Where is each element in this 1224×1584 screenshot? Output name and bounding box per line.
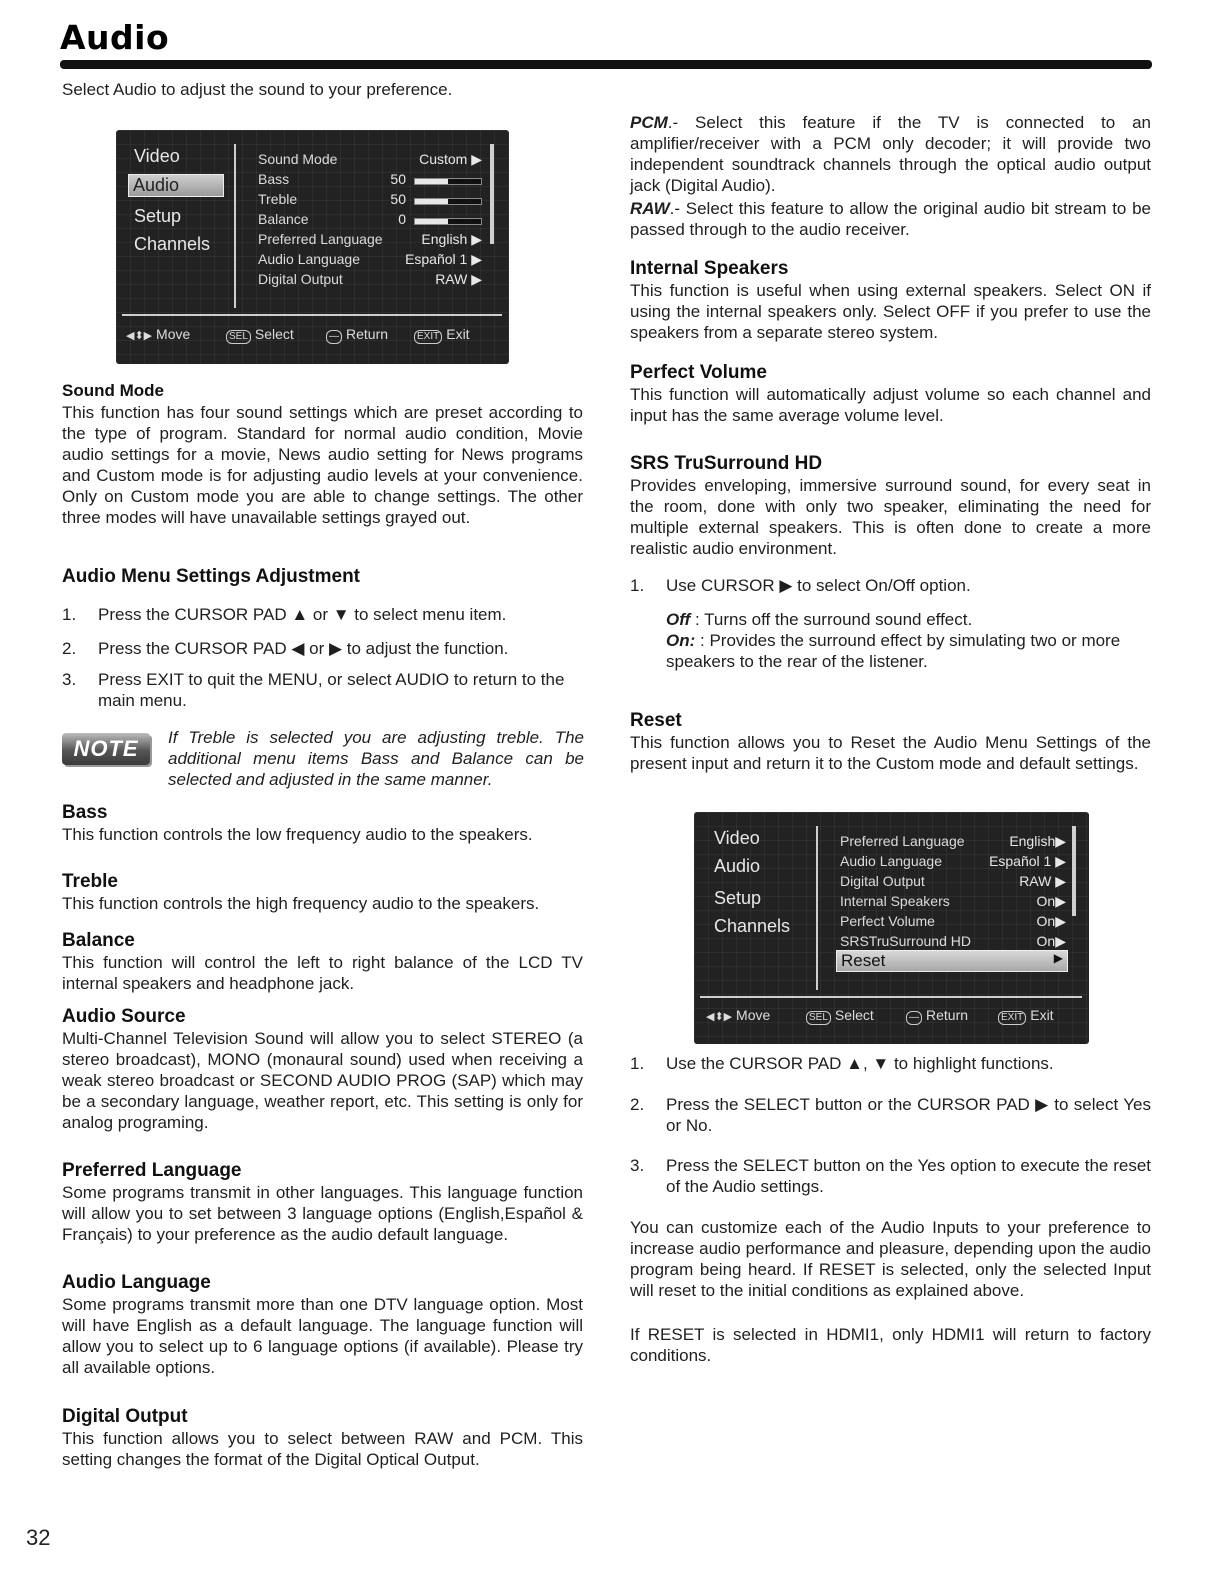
srs-off-option <box>630 609 1151 630</box>
audio-reset-menu-screenshot <box>694 812 1089 1044</box>
footer-select <box>806 1007 874 1025</box>
preferred-language-heading: Preferred Language <box>62 1160 242 1181</box>
left-column <box>62 378 583 1478</box>
section-srs <box>630 453 1151 559</box>
row-srs-label: SRSTruSurround HD <box>840 933 971 949</box>
bass-text: This function controls the low frequency audio to the speakers. <box>62 825 533 844</box>
row-bass-label: Bass <box>258 171 290 187</box>
audio-language-text: Some programs transmit more than one DTV language option. Most will have English as a default language. The language function will allow you to select up to 6 language options (if available). Please try all available options. <box>62 1295 583 1377</box>
footer-divider <box>700 996 1082 998</box>
row-sound-mode-label: Sound Mode <box>258 151 338 167</box>
row-perfect-volume-value: On▶ <box>1036 913 1066 929</box>
row-perfect-volume-label: Perfect Volume <box>840 913 935 929</box>
step-text: Use CURSOR ▶ to select On/Off option. <box>666 576 971 595</box>
off-label: Off <box>666 610 691 629</box>
adjust-step-3 <box>62 669 583 711</box>
srs-step-1 <box>630 575 1151 596</box>
return-key-icon: — <box>906 1011 922 1025</box>
footer-move-label: Move <box>736 1007 771 1023</box>
step-text: Use the CURSOR PAD ▲, ▼ to highlight functions. <box>666 1054 1054 1073</box>
reset-step-1 <box>630 1053 1151 1074</box>
step-number: 2. <box>630 1095 645 1114</box>
treble-text: This function controls the high frequency audio to the speakers. <box>62 894 540 913</box>
footer-move-label: Move <box>156 326 191 342</box>
audio-menu-screenshot <box>116 130 509 364</box>
row-digital-output-value: RAW ▶ <box>1019 873 1066 889</box>
menu-divider <box>816 826 818 990</box>
row-audio-language-value: Español 1 ▶ <box>989 853 1066 869</box>
perfect-volume-text: This function will automatically adjust volume so each channel and input has the same average volume level. <box>630 385 1151 425</box>
row-preferred-language-value: English▶ <box>1009 833 1066 849</box>
row-srs-value: On▶ <box>1036 933 1066 949</box>
note-badge: NOTE <box>62 733 150 765</box>
step-number: 3. <box>630 1156 645 1175</box>
raw-body: .- Select this feature to allow the original audio bit stream to be passed through to the audio receiver. <box>630 199 1151 239</box>
menu-item-setup: Setup <box>714 888 762 908</box>
footer-return <box>326 326 388 344</box>
intro-text: Select Audio to adjust the sound to your preference. <box>62 80 453 99</box>
row-treble-label: Treble <box>258 191 298 207</box>
footer-return-label: Return <box>926 1007 969 1023</box>
row-balance-value: 0 <box>398 211 406 227</box>
footer-select <box>226 326 294 344</box>
section-adjustment <box>62 566 583 588</box>
off-option-text <box>666 609 1151 630</box>
step-text: Press the SELECT button on the Yes option to execute the reset of the Audio settings. <box>666 1156 1151 1196</box>
menu-scrollbar <box>490 144 494 244</box>
on-body: : Provides the surround effect by simulating two or more speakers to the rear of the listener. <box>666 631 1121 671</box>
srs-text: Provides enveloping, immersive surround sound, for every seat in the room, done with only two speaker, eliminating the need for multiple external speakers. This is often done to create a more realistic audio environment. <box>630 476 1151 558</box>
adjust-step-2 <box>62 638 583 659</box>
section-digital-output <box>62 1406 583 1470</box>
bass-level-fill <box>415 179 448 184</box>
menu-item-channels: Channels <box>134 234 211 254</box>
adjust-step-1 <box>62 604 583 625</box>
row-digital-output-label: Digital Output <box>258 271 343 287</box>
note-text: If Treble is selected you are adjusting treble. The additional menu items Bass and Balance can be selected and adjusted in the same manner. <box>168 728 584 789</box>
menu-item-audio: Audio <box>714 856 761 876</box>
on-option-text <box>666 630 1151 672</box>
footer-exit-label: Exit <box>446 326 470 342</box>
digital-output-text: This function allows you to select between RAW and PCM. This setting changes the format of the Digital Optical Output. <box>62 1429 583 1469</box>
reset-label: Reset <box>841 951 886 970</box>
on-label: On: <box>666 631 696 650</box>
menu-divider <box>234 144 236 308</box>
treble-heading: Treble <box>62 871 118 892</box>
section-internal-speakers <box>630 258 1151 343</box>
move-arrows-icon: ◀⬍▶ <box>126 330 153 342</box>
footer-move <box>706 1007 770 1023</box>
reset-para-2: If RESET is selected in HDMI1, only HDMI1 will return to factory conditions. <box>630 1325 1151 1365</box>
sel-key-icon: SEL <box>806 1011 831 1025</box>
row-bass-value: 50 <box>390 171 406 187</box>
preferred-language-text: Some programs transmit in other languages. This language function will allow you to set between 3 language options (English,Español & Français) to your preference as the audio default language. <box>62 1183 583 1244</box>
row-balance-label: Balance <box>258 211 309 227</box>
adjustment-heading: Audio Menu Settings Adjustment <box>62 566 361 587</box>
page-number: 32 <box>26 1525 51 1550</box>
step-number: 2. <box>62 639 77 658</box>
row-internal-speakers-label: Internal Speakers <box>840 893 950 909</box>
reset-step-2 <box>630 1094 1151 1136</box>
footer-select-label: Select <box>254 326 294 342</box>
bass-level-bar <box>414 178 482 185</box>
menu-item-channels: Channels <box>714 916 791 936</box>
reset-heading: Reset <box>630 710 682 731</box>
reset-paragraph-2 <box>630 1324 1151 1366</box>
off-body: : Turns off the surround sound effect. <box>694 610 973 629</box>
srs-heading: SRS TruSurround HD <box>630 453 823 474</box>
right-column <box>630 112 1151 1392</box>
section-reset <box>630 710 1151 774</box>
step-text: Press the CURSOR PAD ◀ or ▶ to adjust the function. <box>98 639 509 658</box>
title-rule <box>60 60 1152 69</box>
row-reset-highlighted <box>836 950 1068 972</box>
sel-key-icon: SEL <box>226 330 251 344</box>
balance-heading: Balance <box>62 930 135 951</box>
footer-exit-label: Exit <box>1030 1007 1054 1023</box>
balance-text: This function will control the left to right balance of the LCD TV internal speakers and headphone jack. <box>62 953 583 993</box>
raw-text <box>630 198 1151 240</box>
step-text: Press the SELECT button or the CURSOR PAD ▶ to select Yes or No. <box>666 1095 1151 1135</box>
section-bass <box>62 802 583 845</box>
step-text: Press EXIT to quit the MENU, or select AUDIO to return to the main menu. <box>98 670 565 710</box>
return-key-icon: — <box>326 330 342 344</box>
footer-exit <box>998 1007 1054 1025</box>
section-treble <box>62 871 583 914</box>
menu-item-audio: Audio <box>128 174 224 197</box>
internal-speakers-text: This function is useful when using external speakers. Select ON if using the internal speakers only. Select OFF if you prefer to use the speakers from a separate stereo system. <box>630 281 1151 342</box>
step-number: 1. <box>630 576 645 595</box>
row-preferred-language-label: Preferred Language <box>258 231 383 247</box>
step-text: Press the CURSOR PAD ▲ or ▼ to select menu item. <box>98 605 507 624</box>
section-raw <box>630 198 1151 240</box>
balance-level-bar <box>414 218 482 225</box>
reset-para-1: You can customize each of the Audio Inputs to your preference to increase audio performance and pleasure, depending upon the audio program being heard. If RESET is selected, only the selected Input will reset to the initial conditions as explained above. <box>630 1218 1151 1300</box>
audio-language-heading: Audio Language <box>62 1272 211 1293</box>
row-sound-mode-value: Custom ▶ <box>419 151 482 167</box>
section-pcm <box>630 112 1151 196</box>
footer-divider <box>122 314 502 316</box>
section-audio-source <box>62 1006 583 1133</box>
footer-move <box>126 326 190 342</box>
pcm-text <box>630 112 1151 196</box>
perfect-volume-heading: Perfect Volume <box>630 362 767 383</box>
row-preferred-language-label: Preferred Language <box>840 833 965 849</box>
internal-speakers-heading: Internal Speakers <box>630 258 789 279</box>
section-perfect-volume <box>630 362 1151 426</box>
treble-level-bar <box>414 198 482 205</box>
page-title: Audio <box>60 18 170 57</box>
reset-text: This function allows you to Reset the Audio Menu Settings of the present input and return it to the Custom mode and default settings. <box>630 733 1151 773</box>
exit-key-icon: EXIT <box>414 330 442 344</box>
balance-level-fill <box>415 219 448 224</box>
footer-return <box>906 1007 968 1025</box>
pcm-body: .- Select this feature if the TV is connected to an amplifier/receiver with a PCM only decoder; it will provide two independent soundtrack channels through the optical audio output jack (Digital Audio). <box>630 113 1151 195</box>
section-sound-mode <box>62 380 583 528</box>
row-digital-output-value: RAW ▶ <box>435 271 482 287</box>
row-audio-language-label: Audio Language <box>258 251 360 267</box>
row-audio-language-value: Español 1 ▶ <box>405 251 482 267</box>
step-number: 1. <box>62 605 77 624</box>
menu-item-video: Video <box>134 146 180 166</box>
footer-return-label: Return <box>346 326 389 342</box>
menu-item-video: Video <box>714 828 760 848</box>
sound-mode-heading: Sound Mode <box>62 381 164 400</box>
step-number: 1. <box>630 1054 645 1073</box>
srs-on-option <box>630 630 1151 672</box>
row-preferred-language-value: English ▶ <box>421 231 482 247</box>
section-audio-language <box>62 1272 583 1378</box>
exit-key-icon: EXIT <box>998 1011 1026 1025</box>
step-number: 3. <box>62 670 77 689</box>
menu-item-setup: Setup <box>134 206 182 226</box>
reset-paragraph-1 <box>630 1217 1151 1301</box>
row-digital-output-label: Digital Output <box>840 873 925 889</box>
audio-source-heading: Audio Source <box>62 1006 186 1027</box>
digital-output-heading: Digital Output <box>62 1406 188 1427</box>
reset-arrow-icon: ▶ <box>1053 951 1063 965</box>
footer-exit <box>414 326 470 344</box>
footer-select-label: Select <box>834 1007 874 1023</box>
move-arrows-icon: ◀⬍▶ <box>706 1011 733 1023</box>
section-balance <box>62 930 583 994</box>
menu-scrollbar <box>1072 826 1076 916</box>
sound-mode-text: This function has four sound settings which are preset according to the type of program. Standard for normal audio condition, Movie audio settings for a movie, News audio setting for News programs and Custom mode is for adjusting audio levels at your convenience. Only on Custom mode you are able to change settings. The other three modes will have unavailable settings grayed out. <box>62 403 583 527</box>
raw-label: RAW <box>630 199 670 218</box>
section-preferred-language <box>62 1160 583 1245</box>
reset-step-3 <box>630 1155 1151 1197</box>
row-treble-value: 50 <box>390 191 406 207</box>
treble-level-fill <box>415 199 448 204</box>
row-audio-language-label: Audio Language <box>840 853 942 869</box>
audio-source-text: Multi-Channel Television Sound will allow you to select STEREO (a stereo broadcast), MONO (monaural sound) used when receiving a weak stereo broadcast or SECOND AUDIO PROG (SAP) which may be a secondary language, weather report, etc. This setting is only for analog programing. <box>62 1029 583 1132</box>
bass-heading: Bass <box>62 802 108 823</box>
pcm-label: PCM <box>630 113 668 132</box>
row-internal-speakers-value: On▶ <box>1036 893 1066 909</box>
